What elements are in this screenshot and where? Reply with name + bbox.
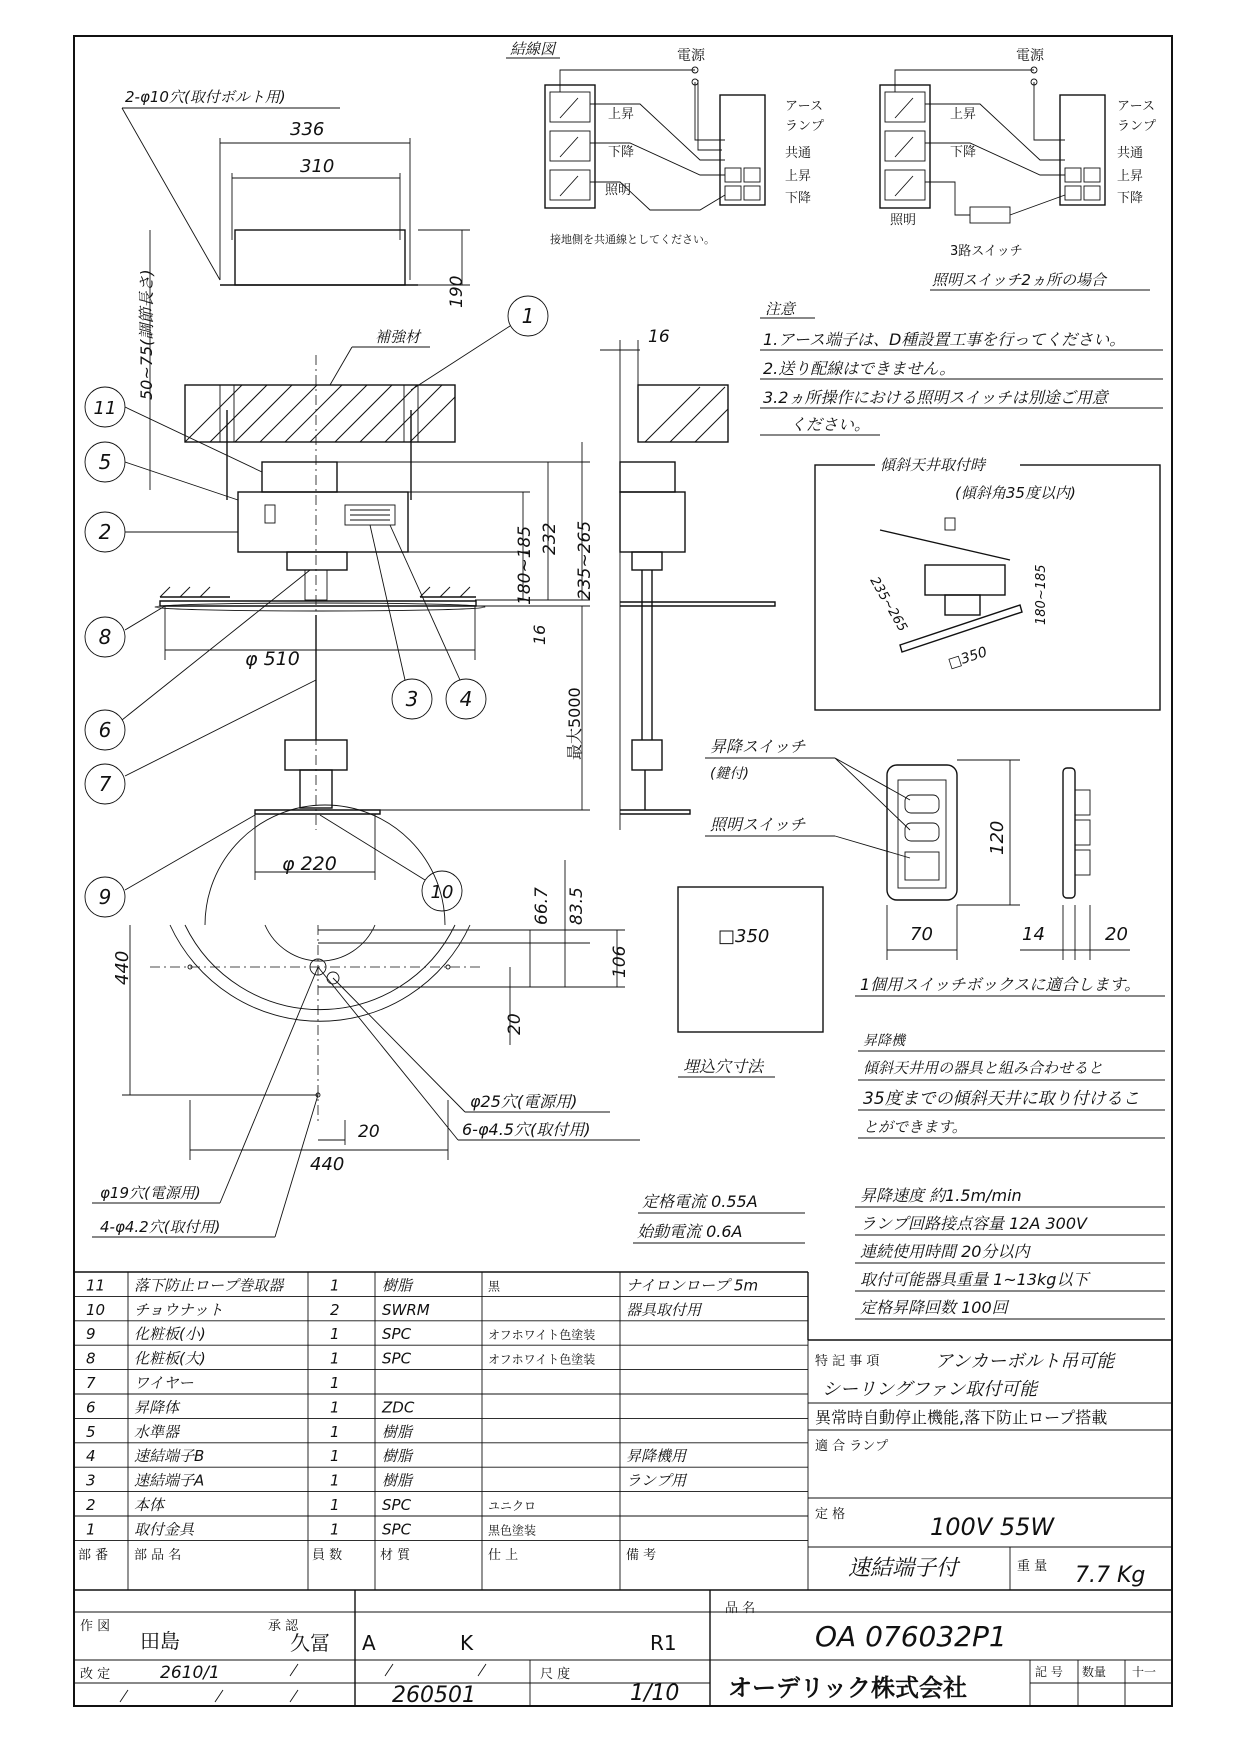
dim-440h: 440 [310,1154,345,1175]
balloon-11 [85,387,262,472]
wiring-light-2: 照明 [890,213,917,228]
parts-cell: SPC [382,1349,412,1368]
parts-header-cell: 員 数 [312,1547,343,1563]
parts-cell: 2 [86,1496,96,1514]
qty-label: 数量 [1082,1665,1107,1679]
code-k: K [460,1631,474,1655]
svg-text:7: 7 [98,772,112,796]
bracket-body-top [235,230,405,285]
special-line-2: シーリングファン取付可能 [822,1379,1038,1400]
drawn-by: 田島 [140,1629,180,1653]
parts-header-cell: 部 番 [78,1547,109,1563]
rating-value: 100V 55W [930,1513,1055,1541]
revised-label: 改 定 [80,1667,111,1682]
drawing-number: 260501 [392,1683,476,1708]
balloon-1 [411,296,548,390]
switch-panel-drawing [705,737,1165,996]
wiring-common-2: 共通 [1117,146,1144,161]
svg-text:6: 6 [98,718,112,742]
note-4: ください。 [790,415,871,434]
wiring-raise-2: 上昇 [950,107,977,122]
parts-cell: 本体 [134,1496,165,1514]
three-way-switch [970,207,1010,223]
terminal-box-2 [1060,95,1105,205]
svg-text:5: 5 [98,450,112,474]
balloon-5 [85,442,238,500]
parts-cell: 7 [86,1374,96,1392]
parts-header-cell: 仕 上 [488,1547,519,1563]
parts-cell: 1 [330,1276,340,1295]
parts-cell: 1 [330,1520,340,1539]
beam-hatch [185,385,455,442]
company-name: オーデリック株式会社 [728,1674,968,1702]
note-2: 2.送り配線はできません。 [763,359,956,378]
parts-cell: ワイヤー [134,1374,194,1392]
reinforce-beam [185,385,455,442]
parts-cell: ユニクロ [488,1499,537,1513]
dim-16a: 16 [648,327,670,347]
dim-20b: 20 [358,1122,380,1142]
note-3: 3.2ヵ所操作における照明スイッチは別途ご用意 [763,388,1108,407]
parts-cell: 1 [86,1520,96,1539]
svg-text:3: 3 [405,687,419,711]
hole-45-label: 6-φ4.5穴(取付用) [462,1120,591,1139]
wiring-lower-t2: 下降 [1117,191,1144,206]
spec-2: ランプ回路接点容量 12A 300V [860,1214,1087,1233]
approved-label: 承 認 [268,1619,299,1634]
parts-cell: 昇降機用 [626,1447,687,1466]
svg-text:1: 1 [521,304,535,328]
weight-label: 重 量 [1017,1559,1048,1574]
parts-cell: オフホワイト色塗装 [488,1352,596,1367]
parts-cell: SPC [382,1325,412,1344]
product-label: 品 名 [725,1601,756,1616]
incline-d180: 180~185 [1034,564,1049,625]
balloon-10 [320,815,462,911]
wiring-light-1: 照明 [605,183,632,198]
wiring-lamp-2: ランプ [1117,119,1157,134]
dim-120: 120 [987,820,1008,855]
weight-value: 7.7 Kg [1075,1563,1146,1588]
current-ratings [633,1192,805,1243]
parts-cell: 3 [86,1471,96,1490]
section-view [155,327,775,880]
special-label: 特 記 事 項 [815,1354,880,1369]
wiring-power-label-1: 電源 [677,48,705,64]
parts-cell: 1 [330,1325,340,1344]
parts-cell: 1 [330,1496,340,1514]
parts-header-cell: 材 質 [380,1547,411,1563]
balloon-9 [85,815,255,917]
dim-235: 235~265 [575,520,595,600]
wiring-lower-1: 下降 [608,145,635,160]
parts-cell: 樹脂 [382,1422,413,1441]
special-line-3: 異常時自動停止機能,落下防止ロープ搭載 [815,1408,1108,1427]
balloon-7 [85,680,316,804]
embed-hole-dimension [678,887,823,1077]
parts-cell: 取付金具 [134,1520,195,1539]
note-1: 1.アース端子は、D種設置工事を行ってください。 [763,330,1126,349]
wiring-common-1: 共通 [785,146,812,161]
parts-cell: 1 [330,1447,340,1466]
wiring-raise-t2: 上昇 [1117,169,1144,184]
rope-winder [262,462,337,492]
dim-835: 83.5 [567,887,587,925]
lamp-label: 適 合 ランプ [815,1439,889,1454]
wiring-title: 結線図 [510,40,556,58]
parts-cell: 速結端子A [134,1471,205,1490]
parts-cell: 4 [86,1447,96,1466]
parts-cell: 化粧板(小) [134,1325,206,1344]
embed-label: 埋込穴寸法 [683,1057,764,1076]
parts-cell: 1 [330,1398,340,1417]
connector-label: 速結端子付 [848,1556,959,1581]
dim-20a: 20 [505,1013,525,1035]
parts-cell: 11 [86,1276,106,1295]
parts-header-cell: 部 品 名 [134,1547,182,1563]
parts-cell: ZDC [382,1398,415,1417]
plan-view [92,805,640,1237]
svg-text:10: 10 [430,882,454,903]
parts-cell: オフホワイト色塗装 [488,1328,596,1343]
approved-by: 久冨 [290,1631,330,1655]
embed-sq350: □350 [718,926,770,947]
incline-sq: □350 [946,644,990,672]
parts-cell: 樹脂 [382,1276,413,1295]
parts-rows [74,1276,808,1562]
wiring-ground-note: 接地側を共通線としてください。 [550,233,715,246]
notes-title: 注意 [765,300,796,318]
special-block [808,1351,1172,1590]
balloon-2 [85,512,238,552]
symbol-label: 記 号 [1035,1665,1063,1679]
holes-top-label: 2-φ10穴(取付ボルト用) [125,88,286,106]
lift-line-3: とができます。 [863,1118,967,1136]
notes-block [760,300,1163,435]
dim-106: 106 [610,945,630,978]
parts-cell: 黒 [488,1279,501,1294]
lift-title: 昇降機 [863,1033,905,1049]
parts-header-cell: 備 考 [626,1547,657,1563]
wiring-lamp-1: ランプ [785,119,825,134]
incline-d235: 235~265 [866,574,910,635]
parts-cell: SPC [382,1496,412,1514]
parts-cell: 1 [330,1349,340,1368]
parts-cell: 2 [330,1300,340,1319]
parts-cell: 樹脂 [382,1471,413,1490]
rated-current: 定格電流 0.55A [642,1192,758,1211]
dim-180: 180~185 [515,525,535,605]
special-line-1: アンカーボルト吊可能 [935,1351,1115,1372]
svg-text:9: 9 [98,885,112,909]
wiring-earth-1: アース [785,99,823,114]
lift-line-1: 傾斜天井用の器具と組み合わせると [863,1059,1104,1077]
incline-box [815,455,1160,710]
revision: R1 [650,1631,677,1655]
raise-switch-label: 昇降スイッチ [710,737,806,756]
svg-text:2: 2 [98,520,112,544]
spec-3: 連続使用時間 20分以内 [860,1242,1030,1261]
balloon-3 [370,525,432,719]
spec-5: 定格昇降回数 100回 [860,1298,1008,1317]
parts-cell: チョウナット [134,1300,224,1319]
parts-cell: 化粧板(大) [134,1349,206,1368]
wiring-raise-t1: 上昇 [785,169,812,184]
product-number: OA 076032P1 [815,1620,1007,1653]
parts-cell: 10 [86,1300,106,1319]
wiring-lower-t1: 下降 [785,191,812,206]
dim-336: 336 [290,119,325,140]
drawn-label: 作 図 [80,1619,111,1634]
terminal-box-1 [720,95,765,205]
wiring-raise-1: 上昇 [608,107,635,122]
parts-table [74,1272,1172,1590]
parts-cell: 速結端子B [134,1447,205,1466]
balloon-4 [390,525,486,719]
dim-310: 310 [300,156,335,177]
parts-cell: ランプ用 [626,1471,687,1490]
code-a: A [362,1631,376,1655]
svg-text:11: 11 [93,398,117,419]
parts-cell: 落下防止ロープ巻取器 [134,1276,284,1295]
parts-cell: 水準器 [134,1422,180,1441]
lift-line-2: 35度までの傾斜天井に取り付けるこ [863,1089,1140,1109]
dim-232: 232 [540,522,560,555]
dim-440v: 440 [112,950,133,985]
parts-cell: 9 [86,1325,96,1344]
incline-angle: (傾斜角35度以内) [955,484,1076,502]
parts-cell: 器具取付用 [626,1300,702,1319]
hole-25-label: φ25穴(電源用) [470,1092,578,1111]
spec-1: 昇降速度 約1.5m/min [860,1186,1022,1205]
dim-phi510: φ 510 [245,648,300,670]
incline-title: 傾斜天井取付時 [880,456,986,474]
parts-cell: 5 [86,1422,96,1441]
wiring-lower-2: 下降 [950,145,977,160]
parts-cell: SPC [382,1520,412,1539]
dim-70: 70 [910,924,933,945]
keyed-label: (鍵付) [710,766,749,782]
dim-20-switch: 20 [1105,924,1128,945]
wiring-three-way: 3路スイッチ [950,244,1023,259]
svg-text:8: 8 [98,625,112,649]
scale-label: 尺 度 [540,1667,571,1682]
scale-value: 1/10 [630,1681,680,1706]
dim-14: 14 [1022,924,1045,945]
parts-cell: 昇降体 [134,1398,180,1417]
parts-cell: 1 [330,1422,340,1441]
parts-cell: 8 [86,1349,96,1368]
extra-label: 十一 [1132,1665,1157,1679]
spec-list [855,1186,1165,1319]
revised-date: 2610/1 [160,1663,220,1683]
dim-phi220: φ 220 [282,853,337,875]
parts-cell: 1 [330,1471,340,1490]
wiring-two-place: 照明スイッチ2ヵ所の場合 [932,271,1106,289]
dim-190: 190 [447,275,467,308]
title-block [74,1590,1172,1708]
parts-cell: 6 [86,1398,96,1417]
light-switch-label: 照明スイッチ [710,815,806,834]
wiring-earth-2: アース [1117,99,1155,114]
dim-667: 66.7 [532,887,552,925]
rating-label: 定 格 [815,1507,846,1522]
wiring-power-label-2: 電源 [1016,48,1044,64]
reinforce-label: 補強材 [375,328,421,346]
dim-16b: 16 [530,624,549,645]
main-body [238,492,408,552]
parts-cell: 黒色塗装 [488,1523,537,1538]
dim-max5000: 最大5000 [565,687,584,760]
parts-cell: 1 [330,1374,340,1392]
balloon-8 [85,606,165,657]
switch-box-note: 1個用スイッチボックスに適合します。 [860,975,1141,994]
wiring-diagram [506,40,1156,290]
hole-19-label: φ19穴(電源用) [100,1184,201,1202]
parts-cell: 樹脂 [382,1447,413,1466]
hole-42-label: 4-φ4.2穴(取付用) [100,1218,221,1236]
spec-4: 取付可能器具重量 1~13kg以下 [860,1270,1089,1289]
dim-adjust: 50~75(調節長さ) [137,269,156,400]
parts-cell: ナイロンロープ 5m [626,1276,759,1295]
lift-note [858,1033,1165,1138]
svg-text:4: 4 [459,687,473,711]
start-current: 始動電流 0.6A [637,1222,743,1241]
parts-cell: SWRM [382,1300,430,1319]
